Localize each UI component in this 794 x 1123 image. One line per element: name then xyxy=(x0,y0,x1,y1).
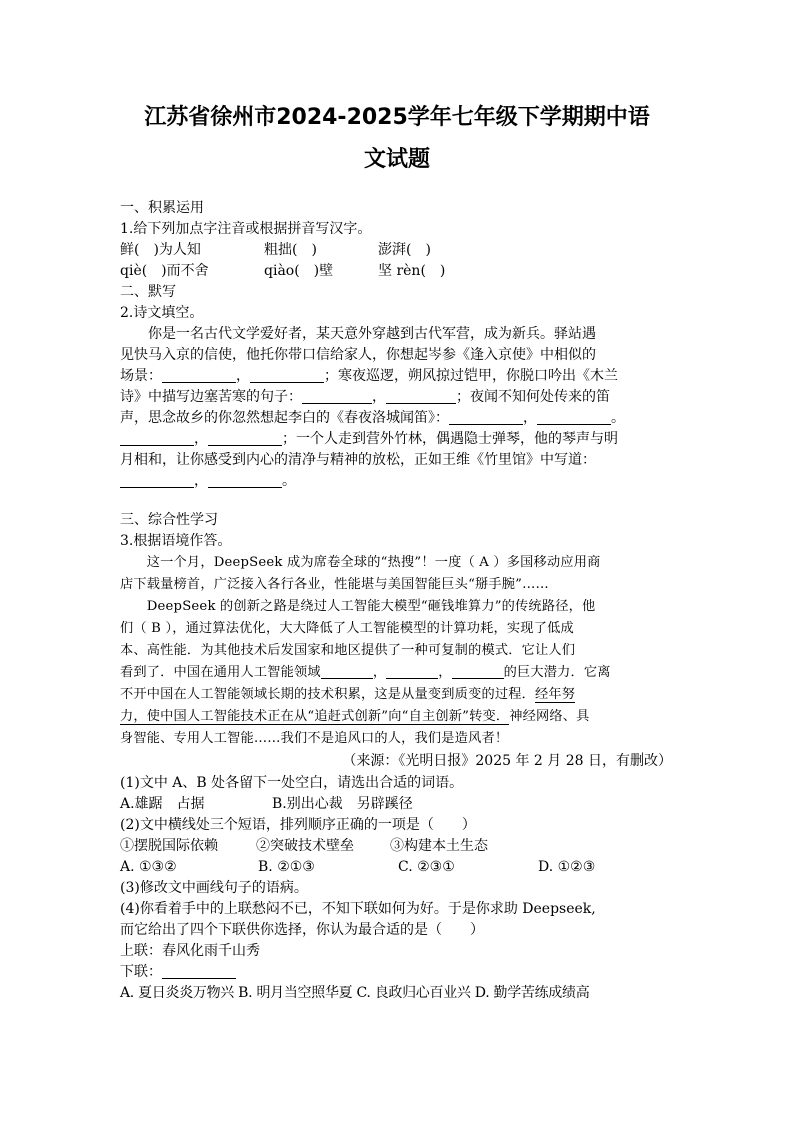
answer-blank[interactable] xyxy=(208,431,282,446)
answer-blank[interactable] xyxy=(162,368,236,383)
article-text: 神经网络、具 xyxy=(509,709,590,724)
section-heading-accumulation: 一、积累运用 xyxy=(120,200,204,216)
lower-couplet xyxy=(120,962,690,982)
article-line: 身智能、专用人工智能……我们不是追风口的人，我们是造风者！ xyxy=(120,731,509,746)
article-text: ， xyxy=(438,665,452,680)
passage-text: ， xyxy=(194,431,208,447)
passage-text: ；夜闻不知何处传来的笛 xyxy=(456,389,610,405)
phrase: ①摆脱国际依赖 xyxy=(120,838,218,854)
article-line: 本、高性能．为其他技术后发国家和地区提供了一种可复制的模式．它让人们 xyxy=(120,643,576,658)
answer-blank[interactable] xyxy=(386,664,438,679)
q1-item: 鲜( )为人知 xyxy=(120,242,201,258)
sub-question-3: (3)修改文中画线句子的语病。 xyxy=(120,880,308,896)
passage-line xyxy=(120,366,690,386)
passage-text: ， xyxy=(236,368,250,384)
article-text: 不开中国在人工智能领域长期的技术积累，这是从量变到质变的过程． xyxy=(120,687,536,702)
lower-couplet-label: 下联： xyxy=(120,964,162,980)
article-text: 的巨大潜力．它离 xyxy=(503,665,611,680)
passage-text: ， xyxy=(372,389,386,405)
article-text: 看到了．中国在通用人工智能领域 xyxy=(120,665,321,680)
answer-blank[interactable] xyxy=(449,410,523,425)
option: C. ②③① xyxy=(398,859,455,875)
answer-blank[interactable] xyxy=(452,664,504,679)
passage-line xyxy=(120,471,690,491)
sub-question-2: (2)文中横线处三个短语，排列顺序正确的一项是（ ） xyxy=(120,817,476,833)
sub-question-4-options: A. 夏日炎炎万物兴 B. 明月当空照华夏 C. 良政归心百业兴 D. 勤学苦练成绩高 xyxy=(120,985,590,1001)
q1-item: 澎湃( ) xyxy=(378,242,431,258)
article-line: 店下载量榜首，广泛接入各行各业，性能堪与美国智能巨头“掰手腕”…… xyxy=(120,577,549,592)
option-a: A.雄踞 占据 xyxy=(120,796,205,812)
question-1: 1.给下列加点字注音或根据拼音写汉字。 xyxy=(120,221,372,237)
section-heading-dictation: 二、默写 xyxy=(120,284,176,300)
section-heading-comprehensive: 三、综合性学习 xyxy=(120,512,218,528)
sub-question-2-phrases xyxy=(120,836,690,856)
q1-item: qiào( )壁 xyxy=(264,263,334,279)
passage-text: 。 xyxy=(282,473,296,489)
page-title-continued: 文试题 xyxy=(363,147,430,172)
passage-text: 。 xyxy=(611,410,625,426)
passage-line xyxy=(120,429,690,449)
article-text: ， xyxy=(372,665,387,680)
underlined-sentence: 力，使中国人工智能技术正在从“追赶式创新”向“自主创新”转变． xyxy=(120,709,510,724)
article-line: 这一个月，DeepSeek 成为席卷全球的“热搜”！一度（ A ）多国移动应用商 xyxy=(120,555,601,570)
passage-text: 声，思念故乡的你忽然想起李白的《春夜洛城闻笛》： xyxy=(120,410,449,426)
article-line: DeepSeek 的创新之路是绕过人工智能大模型“砸钱堆算力”的传统路径，他 xyxy=(120,599,596,614)
q1-item: 坚 rèn( ) xyxy=(378,263,446,279)
q1-item: qiè( )而不舍 xyxy=(120,263,209,279)
question-3: 3.根据语境作答。 xyxy=(120,533,232,549)
passage-text: ；一个人走到营外竹林，偶遇隐士弹琴，他的琴声与明 xyxy=(282,431,618,447)
upper-couplet: 上联：春风化雨千山秀 xyxy=(120,943,260,959)
article-line xyxy=(120,685,690,705)
underlined-sentence: 经年努 xyxy=(535,687,576,702)
q1-item: 粗拙( ) xyxy=(264,242,317,258)
passage-line xyxy=(120,408,690,428)
answer-blank[interactable] xyxy=(386,389,456,404)
option-b: B.别出心裁 另辟蹊径 xyxy=(272,796,413,812)
answer-blank[interactable] xyxy=(120,473,194,488)
question-2: 2.诗文填空。 xyxy=(120,305,204,321)
answer-blank[interactable] xyxy=(302,389,372,404)
sub-question-4: (4)你看着手中的上联愁闷不已，不知下联如何为好。于是你求助 Deepseek, xyxy=(120,901,596,917)
article-line xyxy=(120,663,690,683)
answer-blank[interactable] xyxy=(321,664,373,679)
question-1-row-1 xyxy=(120,240,690,260)
answer-blank[interactable] xyxy=(120,431,194,446)
answer-blank[interactable] xyxy=(537,410,611,425)
phrase: ②突破技术壁垒 xyxy=(256,838,354,854)
sub-question-2-options xyxy=(120,857,690,877)
article-line xyxy=(120,707,690,727)
passage-line: 见快马入京的信使，他托你带口信给家人，你想起岑参《逢入京使》中相似的 xyxy=(120,347,596,363)
passage-text: 诗》中描写边塞苦寒的句子： xyxy=(120,389,302,405)
phrase: ③构建本土生态 xyxy=(390,838,488,854)
sub-question-1: (1)文中 A、B 处各留下一处空白，请选出合适的词语。 xyxy=(120,775,464,791)
page-title: 江苏省徐州市2024-2025学年七年级下学期期中语 xyxy=(144,105,650,130)
answer-blank[interactable] xyxy=(162,964,236,979)
answer-blank[interactable] xyxy=(250,368,324,383)
answer-blank[interactable] xyxy=(208,473,282,488)
passage-text: ， xyxy=(523,410,537,426)
passage-text: ；寒夜巡逻，朔风掠过铠甲，你脱口吟出《木兰 xyxy=(324,368,618,384)
option: B. ②①③ xyxy=(258,859,315,875)
option: D. ①②③ xyxy=(538,859,596,875)
passage-text: 场景： xyxy=(120,368,162,384)
option: A. ①③② xyxy=(120,859,177,875)
article-line: 们（ B ），通过算法优化，大大降低了人工智能模型的计算功耗，实现了低成 xyxy=(120,621,574,636)
passage-text: ， xyxy=(194,473,208,489)
passage-line: 月相和，让你感受到内心的清净与精神的放松，正如王维《竹里馆》中写道： xyxy=(120,452,596,468)
passage-line: 你是一名古代文学爱好者，某天意外穿越到古代军营，成为新兵。驿站遇 xyxy=(120,326,596,342)
passage-line xyxy=(120,387,690,407)
sub-question-4-continued: 而它给出了四个下联供你选择，你认为最合适的是（ ） xyxy=(120,922,484,938)
article-source: （来源：《光明日报》2025 年 2 月 28 日，有删改） xyxy=(342,753,672,769)
question-1-row-2 xyxy=(120,261,690,281)
sub-question-1-options xyxy=(120,794,690,814)
